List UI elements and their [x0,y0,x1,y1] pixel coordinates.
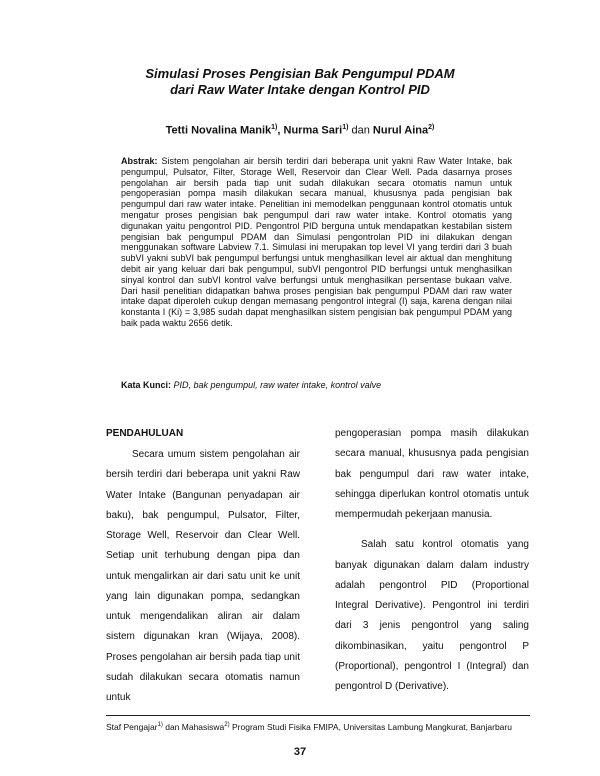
footnote-sup-2: 2) [224,722,230,728]
footnote-divider [106,715,530,716]
footnote-staff: Staf Pengajar [106,721,158,732]
author-list [0,121,600,138]
abstract-text: Sistem pengolahan air bersih terdiri dari beberapa unit yakni Raw Water Intake, bak pengumpul, Pulsator, Filter, Storage Well, Reservoir dan Clear Well. Pada dasarnya proses pengolahan air bersih pada tiap unit sudah dilakukan secara otomatis namun untuk pengoperasian pompa masih dilakukan secara manual, khususnya pada pengisian bak pengumpul dari raw water intake. Penelitian ini memodelkan penggunaan kontrol otomatis untuk mengatur proses pengisian bak pengumpul dari raw water intake. Kontrol otomatis yang digunakan yaitu pengontrol PID. Pengontrol PID berguna untuk mendapatkan kestabilan sistem pengisian bak pengumpul PDAM dan Simulasi pengontrolan PID ini dilakukan dengan menggunakan software Labview 7.1. Simulasi ini merupakan top level VI yang terdiri dari 3 buah subVI yakni subVI bak pengumpul berfungsi untuk menghasilkan level air aktual dan menghitung debit air yang keluar dari bak pengumpul, subVI pengontrol PID berfungsi untuk menghasilkan sinyal kontrol dan subVI kontrol valve berfungsi untuk menghasilkan persentase bukaan valve. Dari hasil penelitian didapatkan bahwa proses pengisian bak pengumpul PDAM dari raw water intake dapat diperoleh cukup dengan memasang pengontrol integral (I) saja, karena dengan nilai konstanta I (Ki) = 3,985 sudah dapat menghasilkan sistem pengisian bak pengumpul PDAM yang baik pada waktu 2656 detik. [121,156,512,328]
title-line-2: dari Raw Water Intake dengan Kontrol PID [170,82,430,97]
title-line-1: Simulasi Proses Pengisian Bak Pengumpul PDAM [145,66,455,81]
body-left-column [106,427,300,708]
footnote [106,720,536,733]
footnote-sup-1: 1) [157,722,163,728]
paper-title [0,66,600,98]
author-2-affiliation: 1) [342,124,349,131]
abstract [121,156,512,329]
section-heading: PENDAHULUAN [106,428,184,439]
body-paragraph: Secara umum sistem pengolahan air bersih terdiri dari beberapa unit yakni Raw Water Intake (Bangunan penyadapan air baku), bak pengumpul, Pulsator, Filter, Storage Well, Reservoir dan Clear Well. Setiap unit terhubung dengan pipa dan untuk mengalirkan air dari satu unit ke unit yang lain digunakan pompa, sedangkan untuk mengendalikan aliran air dalam sistem digunakan kran (Wijaya, 2008). Proses pengolahan air bersih pada tiap unit sudah dilakukan secara otomatis namun untuk [106,449,300,703]
author-separator: , [277,124,284,137]
body-paragraph: Salah satu kontrol otomatis yang banyak digunakan dalam dalam industry adalah pengontrol PID (Proportional Integral Derivative). Pengontrol ini terdiri dari 3 jenis pengontrol yang saling dikombinasikan, yaitu pengontrol P (Proportional), pengontrol I (Integral) dan pengontrol D (Derivative). [335,539,529,692]
author-1: Tetti Novalina Manik [165,124,272,137]
footnote-student: dan Mahasiswa [162,721,225,732]
author-2: Nurma Sari [283,124,343,137]
keywords-label: Kata Kunci: [121,380,172,390]
body-paragraph: pengoperasian pompa masih dilakukan secara manual, khususnya pada pengisian bak pengumpul dari raw water intake, sehingga diperlukan kontrol otomatis untuk mempermudah pekerjaan manusia. [335,428,529,520]
body-right-column [335,424,529,697]
page-number: 37 [293,746,307,758]
keywords-text: PID, bak pengumpul, raw water intake, kontrol valve [173,380,382,390]
author-conjunction: dan [348,124,373,137]
author-1-affiliation: 1) [271,124,278,131]
footnote-affiliation: Program Studi Fisika FMIPA, Universitas Lambung Mangkurat, Banjarbaru [229,721,512,732]
keywords [121,380,512,391]
author-3: Nurul Aina [372,124,429,137]
author-3-affiliation: 2) [428,124,435,131]
abstract-label: Abstrak: [121,156,158,166]
